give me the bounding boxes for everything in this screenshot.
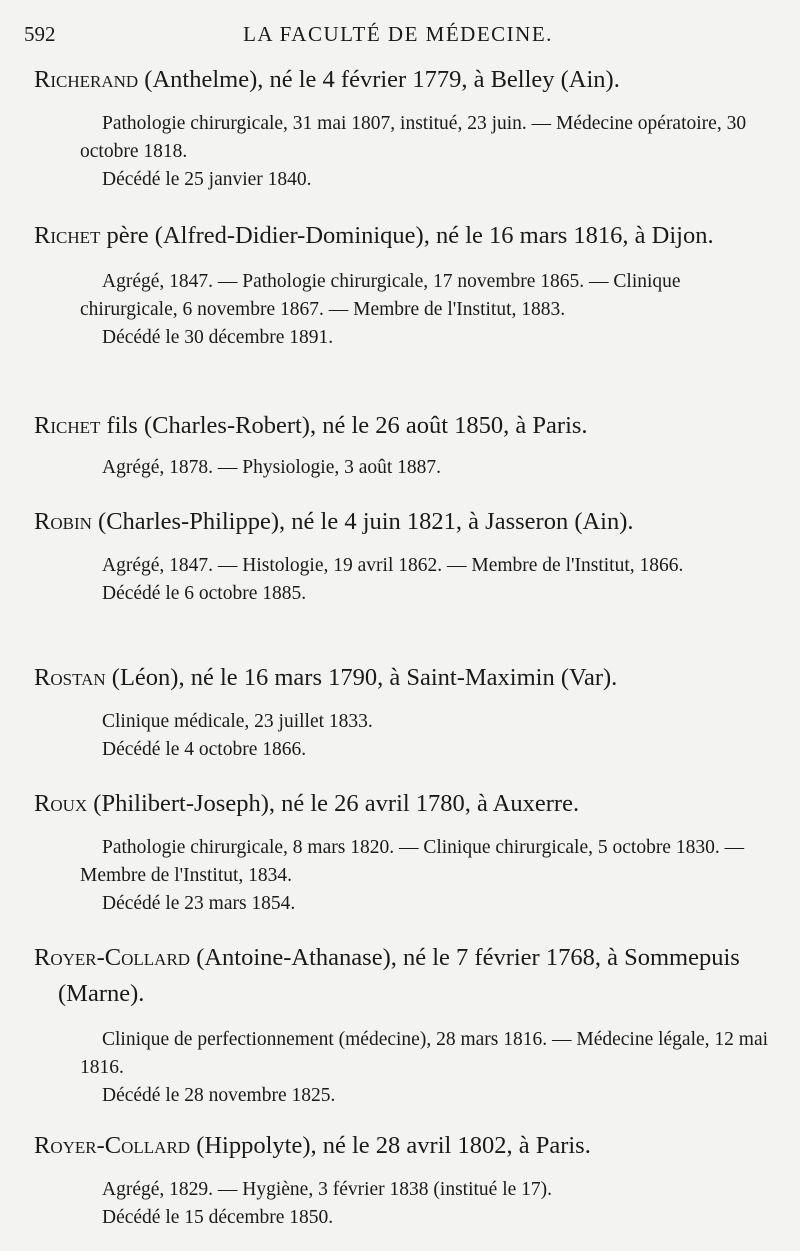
entry-body	[0, 834, 800, 918]
entry-heading	[0, 1128, 800, 1164]
entry-surname: Royer-Collard	[34, 1132, 191, 1159]
biography-entry	[0, 62, 800, 194]
entry-surname: Royer-Collard	[34, 944, 191, 971]
entry-heading-details: (Charles-Philippe), né le 4 juin 1821, à Jasseron (Ain).	[91, 508, 634, 535]
entry-surname: Rostan	[34, 664, 106, 691]
entry-heading	[0, 218, 800, 254]
entry-death: Décédé le 15 décembre 1850.	[102, 1207, 334, 1228]
entry-heading-details: (Philibert-Joseph), né le 26 avril 1780, à Auxerre.	[87, 790, 580, 817]
entry-death: Décédé le 4 octobre 1866.	[102, 739, 307, 760]
entry-body	[0, 110, 800, 194]
entry-career: Agrégé, 1878. — Physiologie, 3 août 1887.	[102, 457, 442, 478]
entry-body	[0, 1026, 800, 1110]
entry-surname: Robin	[34, 508, 92, 535]
entry-body	[0, 708, 800, 764]
entry-death: Décédé le 30 décembre 1891.	[102, 327, 334, 348]
entry-heading-details: père (Alfred-Didier-Dominique), né le 16 mars 1816, à Dijon.	[100, 222, 714, 249]
page-header	[24, 22, 772, 52]
entry-heading	[0, 940, 800, 1012]
entry-career: Clinique médicale, 23 juillet 1833.	[102, 711, 373, 732]
biography-entry	[0, 940, 800, 1110]
entry-career: Pathologie chirurgicale, 31 mai 1807, institué, 23 juin. — Médecine opératoire, 30 octobre 1818.	[80, 113, 747, 162]
entry-heading	[0, 660, 800, 696]
entry-career: Agrégé, 1847. — Pathologie chirurgicale, 17 novembre 1865. — Clinique chirurgicale, 6 novembre 1867. — Membre de l'Institut, 1883.	[80, 271, 681, 320]
entry-death: Décédé le 25 janvier 1840.	[102, 169, 312, 190]
biography-entry	[0, 218, 800, 352]
entry-death: Décédé le 28 novembre 1825.	[102, 1085, 336, 1106]
entry-death: Décédé le 6 octobre 1885.	[102, 583, 307, 604]
entry-heading-details: (Anthelme), né le 4 février 1779, à Belley (Ain).	[138, 66, 620, 93]
biography-entry	[0, 660, 800, 764]
entry-body	[0, 454, 800, 482]
entry-death: Décédé le 23 mars 1854.	[102, 893, 296, 914]
entry-heading-details: fils (Charles-Robert), né le 26 août 1850, à Paris.	[100, 412, 588, 439]
entry-surname: Richet	[34, 412, 101, 439]
entry-heading	[0, 62, 800, 98]
biography-entry	[0, 786, 800, 918]
entry-career: Pathologie chirurgicale, 8 mars 1820. — Clinique chirurgicale, 5 octobre 1830. — Membre de l'Institut, 1834.	[80, 837, 745, 886]
entry-heading	[0, 408, 800, 444]
entry-surname: Richerand	[34, 66, 139, 93]
entry-heading	[0, 504, 800, 540]
entry-body	[0, 1176, 800, 1232]
entry-surname: Richet	[34, 222, 101, 249]
entry-surname: Roux	[34, 790, 88, 817]
entry-heading-details: (Antoine-Athanase), né le 7 février 1768, à Sommepuis (Marne).	[58, 944, 740, 1007]
biography-entry	[0, 504, 800, 608]
entry-career: Clinique de perfectionnement (médecine), 28 mars 1816. — Médecine légale, 12 mai 1816.	[80, 1029, 769, 1078]
entry-heading-details: (Léon), né le 16 mars 1790, à Saint-Maximin (Var).	[105, 664, 618, 691]
biography-entry	[0, 408, 800, 482]
entry-heading	[0, 786, 800, 822]
entry-body	[0, 552, 800, 608]
entry-body	[0, 268, 800, 352]
entry-heading-details: (Hippolyte), né le 28 avril 1802, à Paris.	[190, 1132, 591, 1159]
entry-career: Agrégé, 1829. — Hygiène, 3 février 1838 (institué le 17).	[102, 1179, 553, 1200]
biography-entry	[0, 1128, 800, 1232]
entry-career: Agrégé, 1847. — Histologie, 19 avril 1862. — Membre de l'Institut, 1866.	[102, 555, 684, 576]
running-title: LA FACULTÉ DE MÉDECINE.	[243, 22, 553, 46]
page-number: 592	[24, 22, 56, 46]
